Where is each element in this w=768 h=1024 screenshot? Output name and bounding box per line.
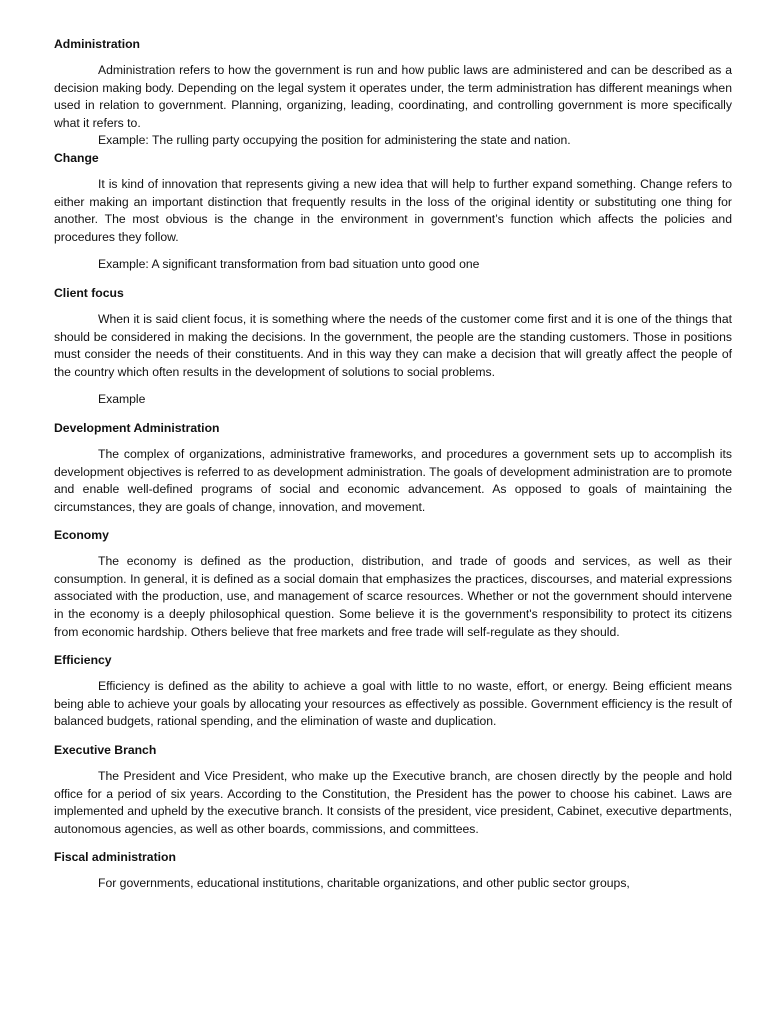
term-heading-change: Change [54,150,99,165]
term-heading-development-administration: Development Administration [54,420,220,435]
definition-paragraph-fiscal-administration: For governments, educational institutions, charitable organizations, and other public sector groups, [98,876,630,891]
definition-paragraph-administration: Administration refers to how the government is run and how public laws are administered and can be described as a decision making body. Depending on the legal system it operates under, the term administration has different meanings when used in relation to government. Planning, organizing, leading, coordinating, and controlling government is more specifically what it refers to. [54,63,732,130]
example-line-change: Example: A significant transformation from bad situation unto good one [98,257,480,272]
term-heading-fiscal-administration: Fiscal administration [54,850,176,865]
definition-paragraph-change: It is kind of innovation that represents giving a new idea that will help to further expand something. Change refers to either making an important distinction that frequently results in the loss of the original identity or substituting one thing for another. The most obvious is the change in the environment in government’s function which affects the policies and procedures they follow. [54,176,732,244]
term-heading-client-focus: Client focus [54,285,124,300]
term-heading-economy: Economy [54,528,109,543]
definition-paragraph-economy: The economy is defined as the production, distribution, and trade of goods and services, as well as their consumption. In general, it is defined as a social domain that emphasizes the practices, discourses, and material expressions associated with the production, use, and management of scarce resources. Whether or not the government should intervene in the economy is a deeply philosophical question. Some believe it is the government's responsibility to protect its citizens from economic hardship. Others believe that free markets and free trade will self-regulate as they should. [54,554,732,639]
definition-paragraph-executive-branch: The President and Vice President, who make up the Executive branch, are chosen directly by the people and hold office for a period of six years. According to the Constitution, the President has the power to choose his cabinet. Laws are implemented and upheld by the executive branch. It consists of the president, vice president, Cabinet, executive departments, autonomous agencies, as well as other boards, commissions, and committees. [54,769,732,836]
example-line-administration: Example: The rulling party occupying the position for administering the state and nation. [98,133,571,148]
term-heading-executive-branch: Executive Branch [54,743,157,758]
example-line-client-focus: Example [98,392,146,407]
definition-paragraph-efficiency: Efficiency is defined as the ability to achieve a goal with little to no waste, effort, or energy. Being efficient means being able to achieve your goals by allocating your resources as effectively as possible. Government efficiency is the result of balanced budgets, rational spending, and the elimination of waste and duplication. [54,679,732,729]
term-heading-efficiency: Efficiency [54,653,112,668]
definition-paragraph-development-administration: The complex of organizations, administrative frameworks, and procedures a government sets up to accomplish its development objectives is referred to as development administration. The goals of development administration are to promote and enable well-defined programs of social and economic advancement. As opposed to goals of maintaining the circumstances, they are goals of change, innovation, and movement. [54,446,732,514]
document-page [54,36,732,893]
term-heading-administration: Administration [54,37,140,51]
definition-paragraph-client-focus: When it is said client focus, it is something where the needs of the customer come first and it is one of the things that should be considered in making the decisions. In the government, the people are the standing customers. Those in positions must consider the needs of their constituents. And in this way they can make a decision that will greatly affect the people of the country which often results in the development of solutions to social problems. [54,311,732,379]
